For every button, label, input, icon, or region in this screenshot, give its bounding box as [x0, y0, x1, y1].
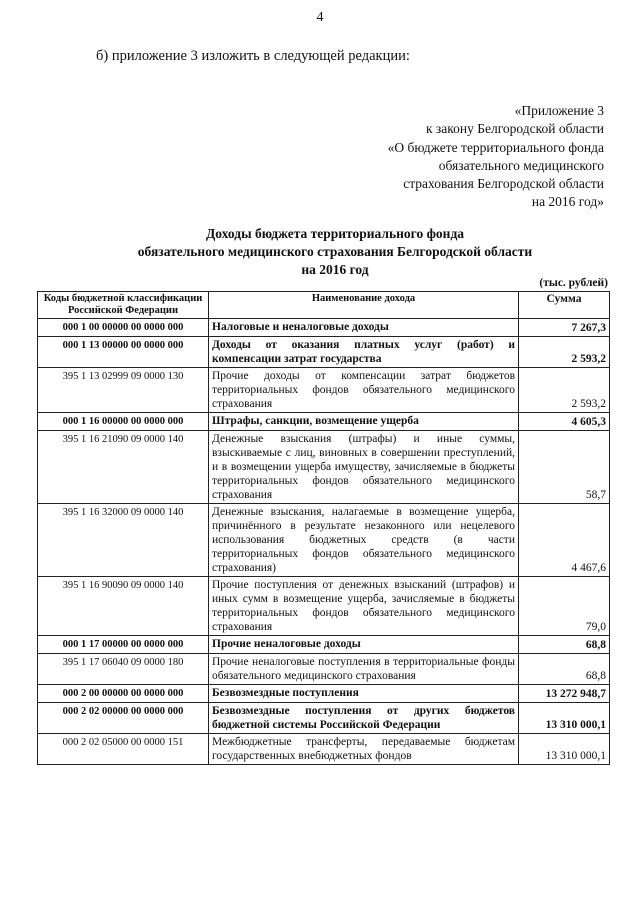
- document-title: [40, 225, 630, 279]
- row-code: 000 1 16 00000 00 0000 000: [38, 413, 209, 431]
- row-name: Доходы от оказания платных услуг (работ) и компенсации затрат государства: [209, 337, 519, 368]
- row-code: 000 2 02 05000 00 0000 151: [38, 734, 209, 765]
- header-amount: Сумма: [519, 292, 610, 319]
- table-row: [38, 703, 610, 734]
- annex-line: на 2016 год»: [531, 194, 604, 210]
- row-name: Прочие поступления от денежных взысканий (штрафов) и иных сумм в возмещение ущерба, зачисляемые в бюджеты территориальных фондов обязательного медицинского страхования: [209, 577, 519, 636]
- row-name: Прочие неналоговые доходы: [209, 636, 519, 654]
- row-name: Штрафы, санкции, возмещение ущерба: [209, 413, 519, 431]
- header-code: Коды бюджетной классификации Российской Федерации: [38, 292, 209, 319]
- row-amount: 58,7: [519, 431, 610, 504]
- row-name: Прочие доходы от компенсации затрат бюджетов территориальных фондов обязательного медицинского страхования: [209, 368, 519, 413]
- annex-header: [304, 102, 604, 212]
- table-row: [38, 319, 610, 337]
- row-code: 000 1 00 00000 00 0000 000: [38, 319, 209, 337]
- annex-line: страхования Белгородской области: [403, 176, 604, 192]
- row-code: 000 1 13 00000 00 0000 000: [38, 337, 209, 368]
- table-row: [38, 413, 610, 431]
- row-code: 395 1 16 32000 09 0000 140: [38, 504, 209, 577]
- row-amount: 13 310 000,1: [519, 703, 610, 734]
- row-code: 000 1 17 00000 00 0000 000: [38, 636, 209, 654]
- title-line: Доходы бюджета территориального фонда: [205, 226, 465, 241]
- row-amount: 68,8: [519, 636, 610, 654]
- row-amount: 4 605,3: [519, 413, 610, 431]
- row-amount: 2 593,2: [519, 337, 610, 368]
- table-row: [38, 654, 610, 685]
- annex-line: к закону Белгородской области: [426, 121, 604, 137]
- units-label: (тыс. рублей): [539, 277, 608, 289]
- annex-line: «Приложение 3: [514, 103, 604, 118]
- row-code: 395 1 16 21090 09 0000 140: [38, 431, 209, 504]
- row-name: Налоговые и неналоговые доходы: [209, 319, 519, 337]
- table-row: [38, 734, 610, 765]
- table-body: [38, 319, 610, 765]
- row-name: Денежные взыскания, налагаемые в возмещение ущерба, причинённого в результате незаконного или нецелевого использования бюджетных средств (в части территориальных фондов обязательного медицинского страхования): [209, 504, 519, 577]
- table-row: [38, 504, 610, 577]
- table-row: [38, 577, 610, 636]
- annex-line: «О бюджете территориального фонда: [387, 139, 604, 155]
- table-row: [38, 431, 610, 504]
- annex-line: обязательного медицинского: [438, 157, 604, 173]
- row-code: 395 1 17 06040 09 0000 180: [38, 654, 209, 685]
- intro-text: б) приложение 3 изложить в следующей редакции:: [96, 48, 410, 64]
- row-amount: 68,8: [519, 654, 610, 685]
- row-name: Безвозмездные поступления от других бюджетов бюджетной системы Российской Федерации: [209, 703, 519, 734]
- row-amount: 13 310 000,1: [519, 734, 610, 765]
- table-header-row: [38, 292, 610, 319]
- row-name: Денежные взыскания (штрафы) и иные суммы, взыскиваемые с лиц, виновных в совершении преступлений, и в возмещении ущерба имуществу, зачисляемые в бюджеты территориальных фондов обязательного медицинского страхования: [209, 431, 519, 504]
- table-row: [38, 685, 610, 703]
- row-amount: 79,0: [519, 577, 610, 636]
- row-amount: 2 593,2: [519, 368, 610, 413]
- row-amount: 4 467,6: [519, 504, 610, 577]
- row-code: 000 2 02 00000 00 0000 000: [38, 703, 209, 734]
- row-code: 395 1 13 02999 09 0000 130: [38, 368, 209, 413]
- title-line: на 2016 год: [301, 262, 369, 277]
- table-row: [38, 368, 610, 413]
- header-name: Наименование дохода: [209, 292, 519, 319]
- income-table: [37, 291, 610, 765]
- title-line: обязательного медицинского страхования Белгородской области: [137, 244, 533, 259]
- row-name: Прочие неналоговые поступления в территориальные фонды обязательного медицинского страхования: [209, 654, 519, 685]
- row-code: 395 1 16 90090 09 0000 140: [38, 577, 209, 636]
- row-code: 000 2 00 00000 00 0000 000: [38, 685, 209, 703]
- table-row: [38, 337, 610, 368]
- row-name: Межбюджетные трансферты, передаваемые бюджетам государственных внебюджетных фондов: [209, 734, 519, 765]
- page-number: 4: [316, 10, 324, 25]
- table-row: [38, 636, 610, 654]
- row-amount: 13 272 948,7: [519, 685, 610, 703]
- row-name: Безвозмездные поступления: [209, 685, 519, 703]
- row-amount: 7 267,3: [519, 319, 610, 337]
